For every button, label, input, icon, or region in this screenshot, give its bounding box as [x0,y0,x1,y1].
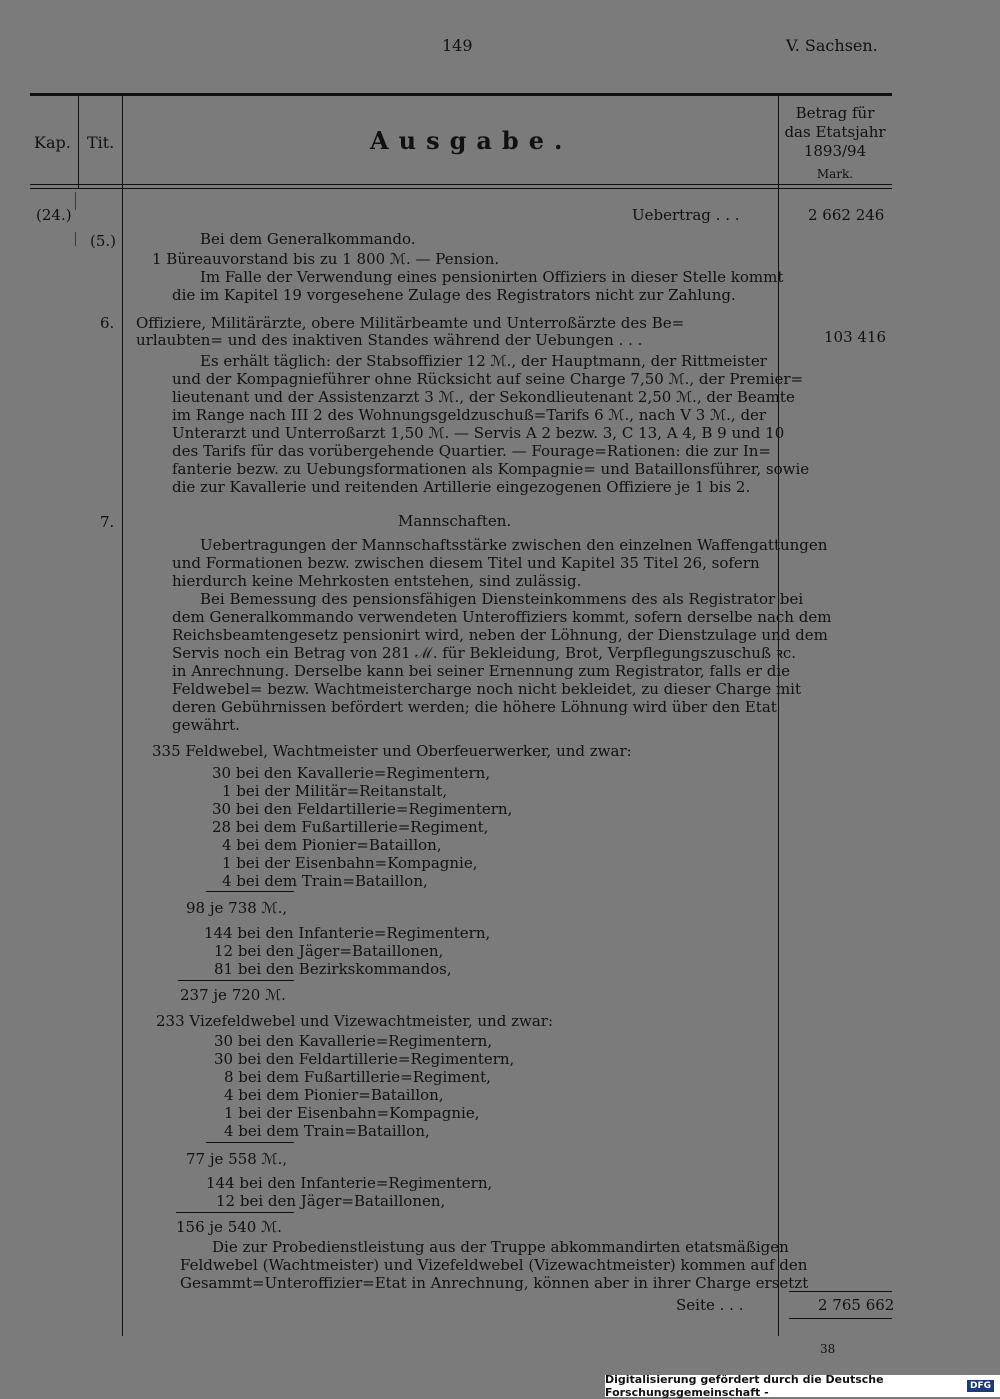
text-line: Bei Bemessung des pensionsfähigen Diensteinkommens des als Registrator bei [200,590,804,608]
col-ausgabe-header: Ausgabe. [370,126,573,155]
list-item: 30 bei den Kavallerie=Regimentern, [214,1032,493,1050]
state-heading: V. Sachsen. [786,36,878,55]
list-item: 30 bei den Feldartillerie=Regimentern, [214,1050,515,1068]
text-line: Feldwebel (Wachtmeister) und Vizefeldwebel (Vizewachtmeister) kommen auf den [180,1256,808,1274]
text-line: und der Kompagnieführer ohne Rücksicht auf seine Charge 7,50 ℳ., der Premier= [172,370,804,388]
subtotal: 237 je 720 ℳ. [180,986,286,1004]
list-item: 4 bei dem Train=Bataillon, [224,1122,430,1140]
text-line: Offiziere, Militärärzte, obere Militärbeamte und Unterroßärzte des Be= [136,314,685,332]
seite-label: Seite . . . [676,1296,744,1314]
col-divider-kap [78,96,79,188]
text-line: Reichsbeamtengesetz pensionirt wird, neben der Löhnung, der Dienstzulage und dem [172,626,828,644]
text-line: 1 Büreauvorstand bis zu 1 800 ℳ. — Pension. [152,250,500,268]
col-betrag-line-2: das Etatsjahr [784,123,886,141]
text-line: Feldwebel= bezw. Wachtmeistercharge noch nicht bekleidet, zu dieser Charge mit [172,680,801,698]
list-item: 1 bei der Eisenbahn=Kompagnie, [224,1104,480,1122]
section-heading: Mannschaften. [398,512,512,530]
text-line: Servis noch ein Betrag von 281 ℳ. für Bekleidung, Brot, Verpflegungszuschuß ꝛc. [172,644,797,662]
tit-number-7: 7. [100,513,115,531]
text-line: Unterarzt und Unterroßarzt 1,50 ℳ. — Servis A 2 bezw. 3, C 13, A 4, B 9 und 10 [172,424,785,442]
col-betrag-line-1: Betrag für [795,104,875,122]
col-kap-header: Kap. [34,133,71,152]
list-item: 30 bei den Kavallerie=Regimentern, [212,764,491,782]
list-item: 8 bei dem Fußartillerie=Regiment, [224,1068,491,1086]
sum-rule [206,1142,294,1143]
text-line: lieutenant und der Assistenzarzt 3 ℳ., der Sekondlieutenant 2,50 ℳ., der Beamte [172,388,795,406]
text-line: des Tarifs für das vorübergehende Quartier. — Fourage=Rationen: die zur In= [172,442,771,460]
seite-bottom-rule [789,1318,892,1319]
digitization-footer [605,1375,1000,1397]
text-line: urlaubten= und des inaktiven Standes während der Uebungen . . . [136,331,643,349]
subtotal: 98 je 738 ℳ., [186,899,288,917]
tit-6-amount: 103 416 [824,328,887,346]
seite-amount: 2 765 662 [818,1296,895,1314]
text-line: Es erhält täglich: der Stabsoffizier 12 ℳ., der Hauptmann, der Rittmeister [200,352,767,370]
text-line: und Formationen bezw. zwischen diesem Titel und Kapitel 35 Titel 26, sofern [172,554,760,572]
kap-col-mark [75,192,76,210]
sum-rule [206,891,294,892]
tit-number-6: 6. [100,314,115,332]
signature-mark: 38 [820,1342,836,1356]
text-line: im Range nach III 2 des Wohnungsgeldzuschuß=Tarifs 6 ℳ., nach V 3 ℳ., der [172,406,767,424]
tit-number-5: (5.) [90,232,117,250]
text-line: Die zur Probedienstleistung aus der Truppe abkommandirten etatsmäßigen [212,1238,789,1256]
text-line: 335 Feldwebel, Wachtmeister und Oberfeuerwerker, und zwar: [152,742,632,760]
sum-rule [176,1212,294,1213]
uebertrag-label: Uebertrag . . . [632,206,740,224]
text-line: die zur Kavallerie und reitenden Artillerie eingezogenen Offiziere je 1 bis 2. [172,478,751,496]
header-bottom-rule-2 [30,188,892,189]
page-number: 149 [442,36,473,55]
list-item: 1 bei der Eisenbahn=Kompagnie, [222,854,478,872]
subtotal: 156 je 540 ℳ. [176,1218,282,1236]
text-line: gewährt. [172,716,240,734]
text-line: fanterie bezw. zu Uebungsformationen als Kompagnie= und Bataillonsführer, sowie [172,460,810,478]
list-item: 144 bei den Infanterie=Regimentern, [206,1174,493,1192]
list-item: 4 bei dem Pionier=Bataillon, [224,1086,444,1104]
text-line: Uebertragungen der Mannschaftsstärke zwischen den einzelnen Waffengattungen [200,536,828,554]
text-line: Bei dem Generalkommando. [200,230,416,248]
col-betrag-line-3: 1893/94 [803,142,867,160]
col-mark-label: Mark. [816,167,854,181]
kap-number: (24.) [36,206,72,224]
text-line: Gesammt=Unteroffizier=Etat in Anrechnung, können aber in ihrer Charge ersetzt [180,1274,809,1292]
text-line: dem Generalkommando verwendeten Unteroffiziers kommt, sofern derselbe nach dem [172,608,832,626]
text-line: Im Falle der Verwendung eines pensionirten Offiziers in dieser Stelle kommt [200,268,784,286]
list-item: 12 bei den Jäger=Bataillonen, [214,942,444,960]
footer-text: Digitalisierung gefördert durch die Deutsche Forschungsgemeinschaft - [605,1373,884,1399]
col-betrag-header [780,104,890,184]
kap-col-mark [75,232,76,246]
list-item: 4 bei dem Train=Bataillon, [222,872,428,890]
list-item: 144 bei den Infanterie=Regimentern, [204,924,491,942]
uebertrag-amount: 2 662 246 [808,206,885,224]
text-line: 233 Vizefeldwebel und Vizewachtmeister, und zwar: [156,1012,554,1030]
text-line: in Anrechnung. Derselbe kann bei seiner Ernennung zum Registrator, falls er die [172,662,791,680]
text-line: die im Kapitel 19 vorgesehene Zulage des Registrators nicht zur Zahlung. [172,286,736,304]
text-line: deren Gebührnissen befördert werden; die höhere Löhnung wird über den Etat [172,698,777,716]
list-item: 30 bei den Feldartillerie=Regimentern, [212,800,513,818]
col-tit-header: Tit. [87,133,115,152]
header-bottom-rule [30,184,892,185]
list-item: 81 bei den Bezirkskommandos, [214,960,452,978]
list-item: 4 bei dem Pionier=Bataillon, [222,836,442,854]
list-item: 1 bei der Militär=Reitanstalt, [222,782,448,800]
dfg-logo: DFG [967,1380,994,1392]
col-divider-tit [122,96,123,1336]
list-item: 28 bei dem Fußartillerie=Regiment, [212,818,489,836]
text-line: hierdurch keine Mehrkosten entstehen, sind zulässig. [172,572,582,590]
sum-rule [178,980,294,981]
top-rule [30,93,892,96]
list-item: 12 bei den Jäger=Bataillonen, [216,1192,446,1210]
subtotal: 77 je 558 ℳ., [186,1150,288,1168]
